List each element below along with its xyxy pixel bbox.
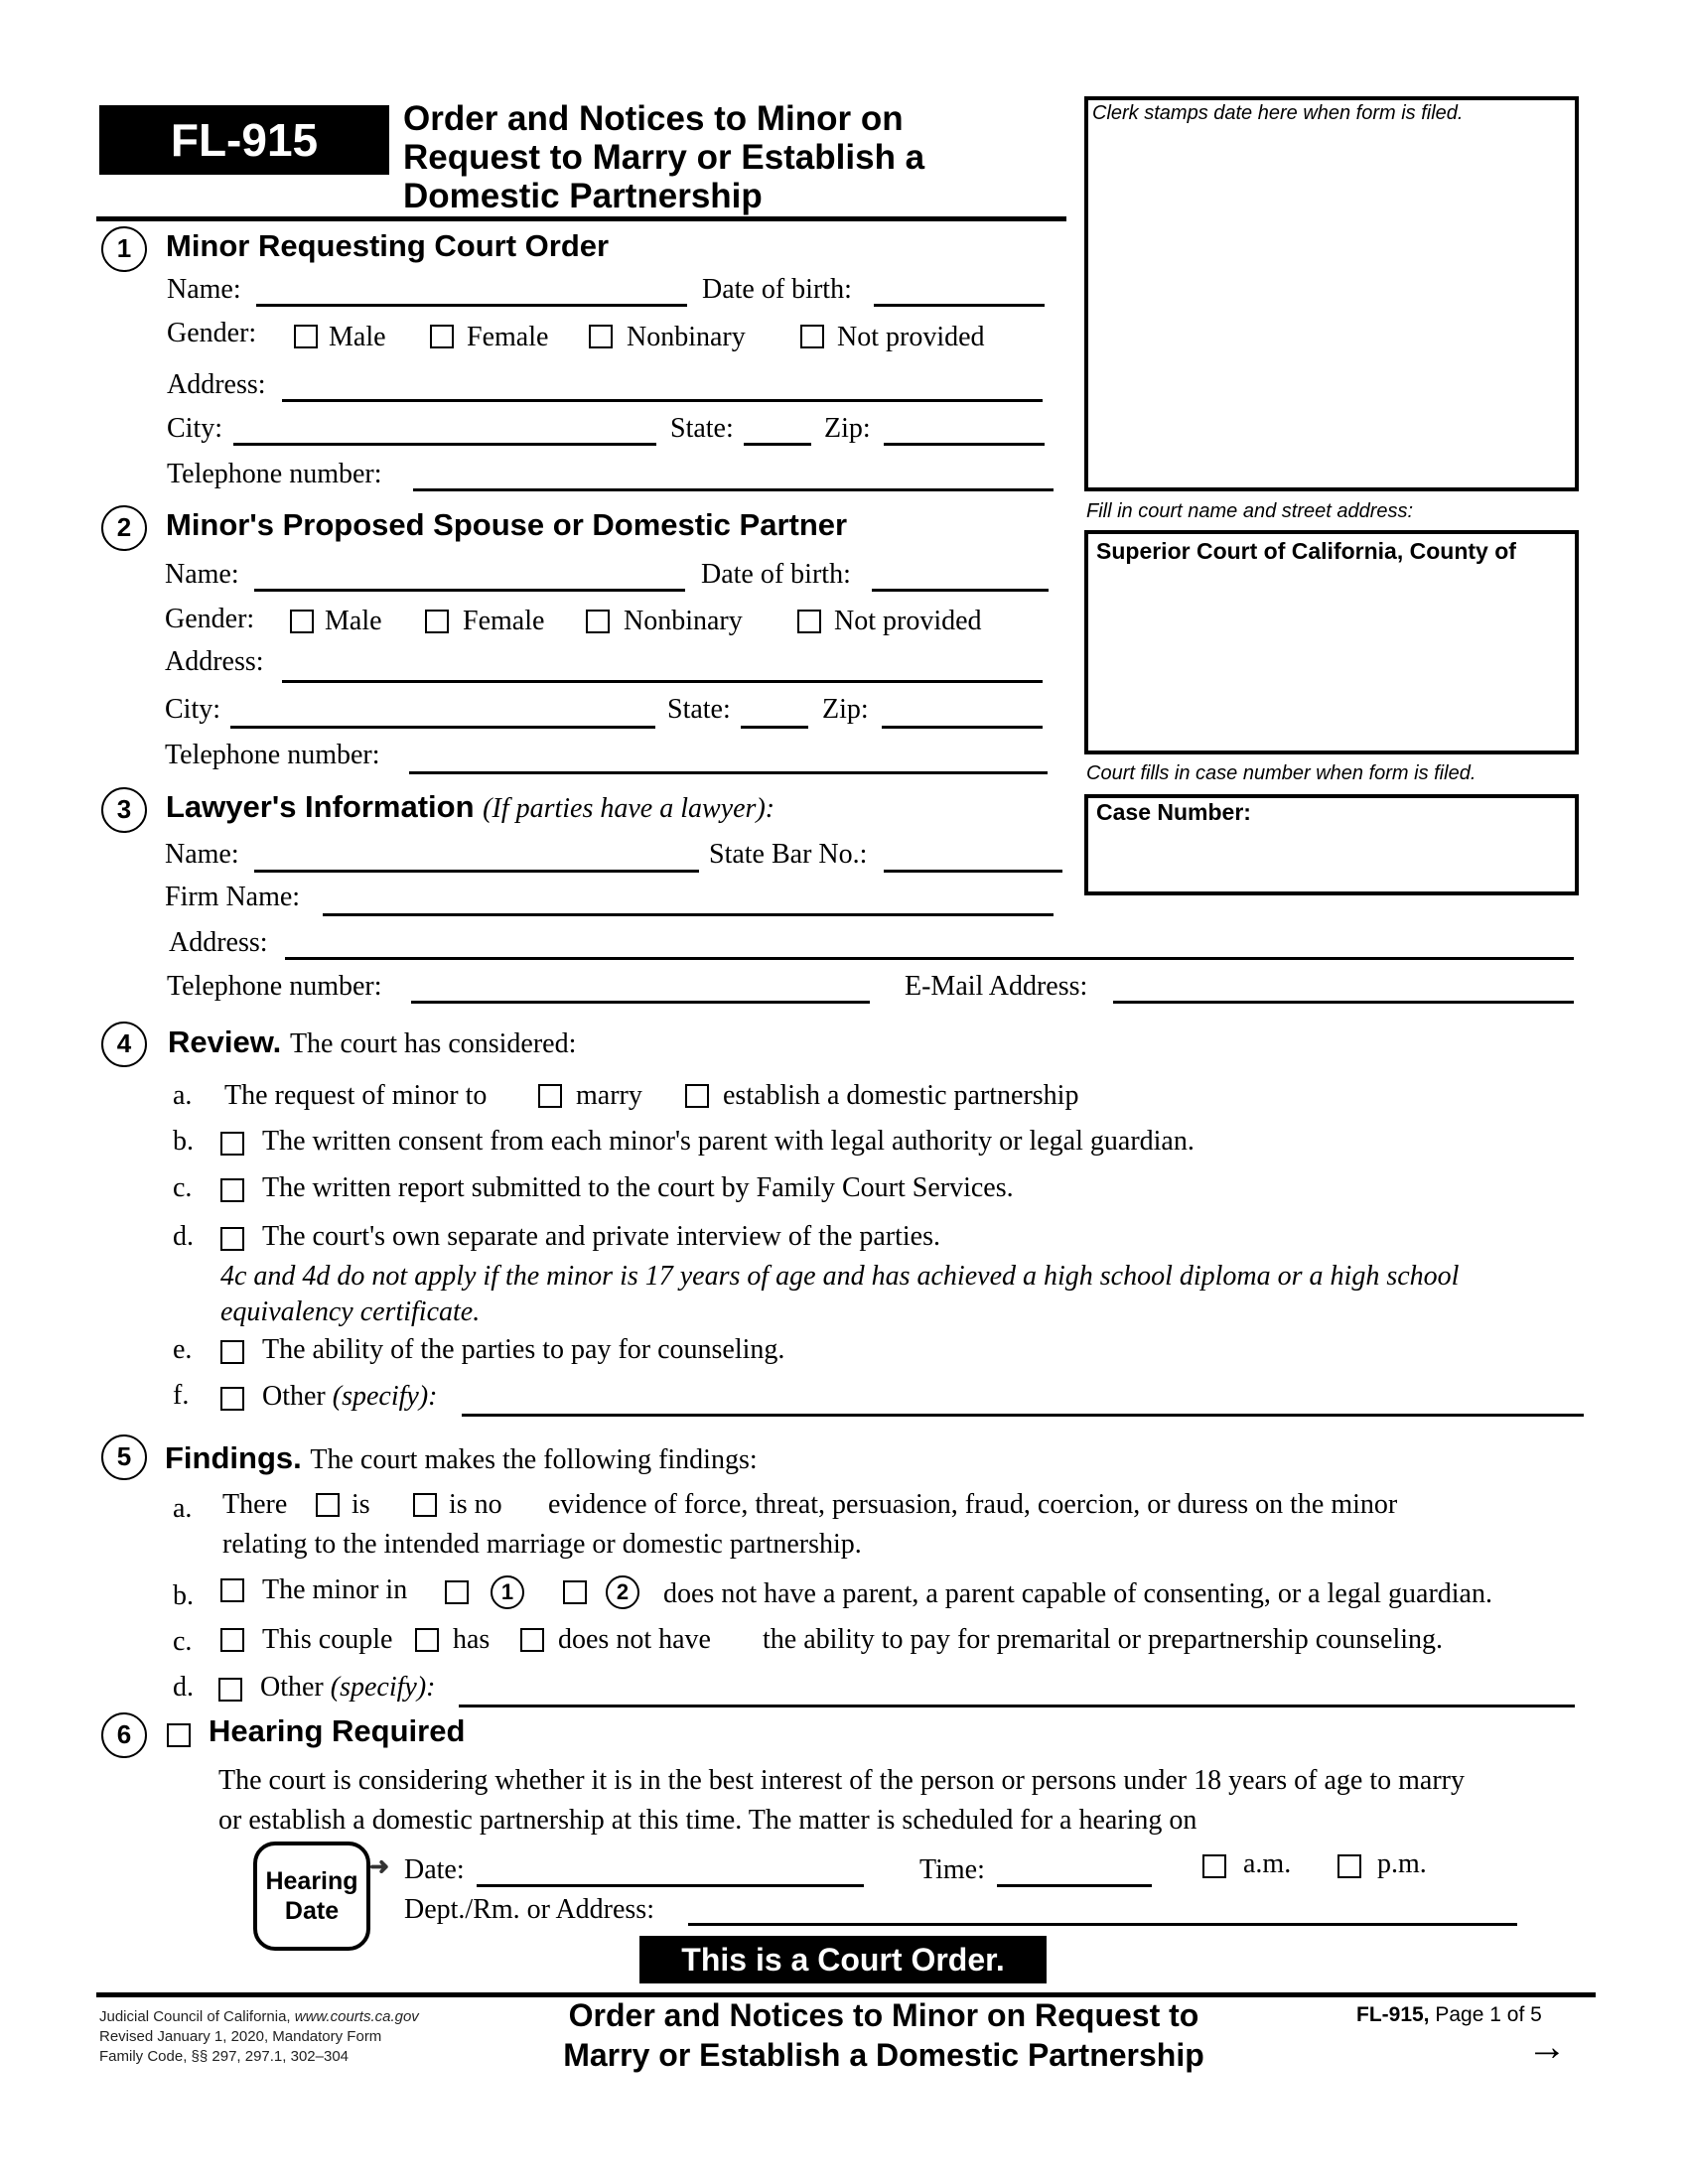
s1-gender-not-provided-label: Not provided (837, 322, 985, 352)
section-1-title: Minor Requesting Court Order (166, 228, 610, 263)
footer-line2: Revised January 1, 2020, Mandatory Form (99, 2028, 382, 2045)
s4f-label (262, 1381, 437, 1413)
clerk-stamp-box (1084, 96, 1579, 491)
s4b-checkbox[interactable] (220, 1132, 244, 1156)
s6-body-line1: The court is considering whether it is in the best interest of the person or persons under 18 years of age to marry (218, 1765, 1465, 1796)
s5b-text2: does not have a parent, a parent capable of consenting, or a legal guardian. (663, 1578, 1492, 1609)
s2-zip-label: Zip: (822, 694, 869, 725)
s4d-text: The court's own separate and private interview of the parties. (262, 1221, 941, 1252)
s5b-party2-checkbox[interactable] (563, 1580, 587, 1604)
s4f-other: Other (262, 1381, 326, 1412)
s5a-is-label: is (352, 1489, 370, 1520)
s5a-is-no-label: is no (449, 1489, 502, 1520)
footer-title-line2: Marry or Establish a Domestic Partnership (563, 2037, 1204, 2073)
s3-firm-label: Firm Name: (165, 882, 301, 912)
s5b-party1-checkbox[interactable] (445, 1580, 469, 1604)
s6-dept-label: Dept./Rm. or Address: (404, 1894, 654, 1925)
s2-phone-field[interactable] (409, 771, 1048, 774)
s2-gender-female-checkbox[interactable] (425, 610, 449, 633)
s4e-letter: e. (173, 1334, 193, 1365)
s4f-letter: f. (173, 1380, 190, 1411)
form-title-line: Request to Marry or Establish a (403, 138, 925, 177)
s2-zip-field[interactable] (882, 726, 1043, 729)
s1-gender-not-provided-checkbox[interactable] (800, 325, 824, 348)
s2-gender-female-label: Female (463, 606, 545, 636)
s5d-label (260, 1672, 435, 1704)
footer-line3: Family Code, §§ 297, 297.1, 302–304 (99, 2048, 350, 2065)
s5b-checkbox[interactable] (220, 1578, 244, 1602)
s4c-letter: c. (173, 1172, 193, 1203)
form-title-line: Domestic Partnership (403, 177, 763, 215)
s6-dept-field[interactable] (688, 1923, 1517, 1926)
s2-city-field[interactable] (230, 726, 655, 729)
s1-dob-field[interactable] (874, 304, 1045, 307)
section-6-number: 6 (101, 1712, 147, 1758)
s2-address-field[interactable] (282, 680, 1043, 683)
s3-email-field[interactable] (1113, 1001, 1574, 1004)
s5c-has-checkbox[interactable] (415, 1628, 439, 1652)
footer-website-link[interactable]: www.courts.ca.gov (294, 2008, 419, 2025)
s1-name-field[interactable] (256, 304, 687, 307)
s1-gender-male-checkbox[interactable] (294, 325, 318, 348)
footer-publisher (99, 2007, 419, 2067)
s2-address-label: Address: (165, 646, 264, 677)
court-name-box[interactable] (1084, 530, 1579, 754)
s5c-letter: c. (173, 1626, 193, 1657)
s5a-is-checkbox[interactable] (316, 1493, 340, 1517)
s5d-other-field[interactable] (459, 1705, 1575, 1707)
section-4-intro: The court has considered: (289, 1028, 577, 1059)
section-5-title (165, 1440, 758, 1476)
section-5-number: 5 (101, 1434, 147, 1480)
s4a-domestic-partnership-label: establish a domestic partnership (723, 1080, 1079, 1111)
footer-form-title (516, 1995, 1251, 2075)
s4e-text: The ability of the parties to pay for counseling. (262, 1334, 785, 1365)
next-page-arrow-icon[interactable]: → (1527, 2025, 1567, 2069)
s2-name-field[interactable] (254, 589, 685, 592)
case-number-hint: Court fills in case number when form is filed. (1086, 762, 1477, 784)
hearing-callout-line2: Date (284, 1897, 340, 1925)
s4-note-line2: equivalency certificate. (220, 1297, 481, 1327)
s5c-does-not-have-label: does not have (558, 1624, 711, 1655)
s1-city-label: City: (167, 413, 223, 444)
s6-time-label: Time: (919, 1854, 985, 1885)
s4f-specify: (specify): (332, 1381, 438, 1412)
s5c-checkbox[interactable] (220, 1628, 244, 1652)
footer-page-info (1356, 2003, 1542, 2027)
s2-state-label: State: (667, 694, 731, 725)
s4a-letter: a. (173, 1080, 193, 1111)
s5d-other: Other (260, 1672, 324, 1703)
s2-city-label: City: (165, 694, 221, 725)
s3-phone-field[interactable] (411, 1001, 870, 1004)
section-4-title (168, 1024, 576, 1060)
s1-name-label: Name: (167, 274, 241, 305)
s5b-party2-ref: 2 (606, 1575, 639, 1609)
section-2-number: 2 (101, 505, 147, 551)
s1-phone-label: Telephone number: (167, 459, 382, 489)
section-3-title-text: Lawyer's Information (166, 789, 475, 824)
court-name-text: Superior Court of California, County of (1096, 538, 1516, 564)
section-3-title (166, 789, 774, 825)
hearing-date-callout (253, 1842, 370, 1951)
s6-am-checkbox[interactable] (1202, 1854, 1226, 1878)
arrow-right-icon: ➜ (369, 1853, 390, 1880)
hearing-callout-line1: Hearing (265, 1867, 358, 1895)
s2-gender-male-checkbox[interactable] (290, 610, 314, 633)
section-1-number: 1 (101, 226, 147, 272)
footer-title-line1: Order and Notices to Minor on Request to (568, 1997, 1199, 2033)
s6-hearing-required-checkbox[interactable] (167, 1723, 191, 1747)
footer-council: Judicial Council of California, (99, 2008, 295, 2025)
s3-bar-field[interactable] (884, 870, 1062, 873)
section-4-title-text: Review. (168, 1024, 282, 1059)
s4d-letter: d. (173, 1221, 194, 1252)
s2-name-label: Name: (165, 559, 239, 590)
s1-zip-label: Zip: (824, 413, 871, 444)
court-name-hint: Fill in court name and street address: (1086, 500, 1414, 522)
section-4-number: 4 (101, 1022, 147, 1067)
s4a-marry-checkbox[interactable] (538, 1084, 562, 1108)
s3-name-label: Name: (165, 839, 239, 870)
s5b-party1-ref: 1 (491, 1575, 524, 1609)
s3-email-label: E-Mail Address: (905, 971, 1088, 1002)
s1-address-label: Address: (167, 369, 266, 400)
s4a-text: The request of minor to (224, 1080, 488, 1111)
s4d-checkbox[interactable] (220, 1227, 244, 1251)
s1-gender-nonbinary-label: Nonbinary (627, 322, 746, 352)
s2-dob-field[interactable] (872, 589, 1049, 592)
footer-page-number: Page 1 of 5 (1435, 2003, 1542, 2026)
s2-phone-label: Telephone number: (165, 740, 380, 770)
s3-phone-label: Telephone number: (167, 971, 382, 1002)
s5c-has-label: has (453, 1624, 491, 1655)
footer-line1 (99, 2007, 419, 2027)
s3-name-field[interactable] (254, 870, 699, 873)
footer-form-id: FL-915, (1356, 2003, 1430, 2026)
s5a-letter: a. (173, 1493, 193, 1524)
section-5-title-text: Findings. (165, 1440, 302, 1475)
s1-zip-field[interactable] (884, 443, 1045, 446)
s4a-domestic-partnership-checkbox[interactable] (685, 1084, 709, 1108)
s2-gender-label: Gender: (165, 604, 255, 634)
s4a-marry-label: marry (576, 1080, 642, 1111)
s3-address-label: Address: (169, 927, 268, 958)
s1-gender-female-checkbox[interactable] (430, 325, 454, 348)
s1-gender-female-label: Female (467, 322, 549, 352)
header-rule (96, 216, 1066, 221)
s5d-checkbox[interactable] (218, 1678, 242, 1702)
s5c-text2: the ability to pay for premarital or prepartnership counseling. (763, 1624, 1444, 1655)
s1-phone-field[interactable] (413, 488, 1054, 491)
s4-note-line1: 4c and 4d do not apply if the minor is 17 years of age and has achieved a high school diploma or a high school (220, 1261, 1460, 1292)
section-2-title: Minor's Proposed Spouse or Domestic Partner (166, 507, 848, 542)
s1-city-field[interactable] (233, 443, 656, 446)
s4c-checkbox[interactable] (220, 1178, 244, 1202)
court-order-banner: This is a Court Order. (639, 1936, 1047, 1983)
s5a-text2: relating to the intended marriage or domestic partnership. (222, 1529, 862, 1560)
s1-dob-label: Date of birth: (702, 274, 852, 305)
s6-am-label: a.m. (1243, 1848, 1292, 1879)
s1-gender-label: Gender: (167, 318, 257, 348)
s5a-there: There (222, 1489, 288, 1520)
s1-gender-male-label: Male (329, 322, 386, 352)
s4f-checkbox[interactable] (220, 1387, 244, 1411)
s6-pm-label: p.m. (1377, 1848, 1427, 1879)
s2-gender-nonbinary-label: Nonbinary (624, 606, 743, 636)
section-5-intro: The court makes the following findings: (310, 1444, 758, 1475)
s5d-specify: (specify): (330, 1672, 436, 1703)
s4b-letter: b. (173, 1126, 194, 1157)
s5b-text: The minor in (262, 1574, 408, 1605)
form-id-badge: FL-915 (99, 105, 389, 175)
s5b-letter: b. (173, 1580, 194, 1611)
s5a-text: evidence of force, threat, persuasion, fraud, coercion, or duress on the minor (548, 1489, 1398, 1520)
s4b-text: The written consent from each minor's parent with legal authority or legal guardian. (262, 1126, 1195, 1157)
s6-pm-checkbox[interactable] (1337, 1854, 1361, 1878)
section-3-number: 3 (101, 787, 147, 833)
section-3-subtitle: (If parties have a lawyer): (483, 793, 775, 824)
s5d-letter: d. (173, 1672, 194, 1703)
s6-date-label: Date: (404, 1854, 465, 1885)
clerk-stamp-label: Clerk stamps date here when form is filed. (1092, 102, 1464, 124)
s6-body-line2: or establish a domestic partnership at this time. The matter is scheduled for a hearing on (218, 1805, 1197, 1836)
section-6-title: Hearing Required (209, 1713, 466, 1748)
form-title (403, 99, 1039, 215)
s2-gender-not-provided-label: Not provided (834, 606, 982, 636)
s3-firm-field[interactable] (323, 913, 1054, 916)
s5c-does-not-have-checkbox[interactable] (520, 1628, 544, 1652)
s2-gender-nonbinary-checkbox[interactable] (586, 610, 610, 633)
s4f-other-field[interactable] (462, 1414, 1584, 1417)
case-number-box[interactable] (1084, 794, 1579, 895)
s3-bar-label: State Bar No.: (709, 839, 868, 870)
s1-address-field[interactable] (282, 399, 1043, 402)
s1-state-field[interactable] (744, 443, 811, 446)
s1-gender-nonbinary-checkbox[interactable] (589, 325, 613, 348)
s5a-is-no-checkbox[interactable] (413, 1493, 437, 1517)
s2-gender-male-label: Male (325, 606, 382, 636)
s1-state-label: State: (670, 413, 734, 444)
s6-date-field[interactable] (477, 1884, 864, 1887)
s4e-checkbox[interactable] (220, 1340, 244, 1364)
s2-gender-not-provided-checkbox[interactable] (797, 610, 821, 633)
s2-dob-label: Date of birth: (701, 559, 851, 590)
form-title-line: Order and Notices to Minor on (403, 99, 904, 138)
s4c-text: The written report submitted to the court by Family Court Services. (262, 1172, 1014, 1203)
s2-state-field[interactable] (741, 726, 808, 729)
case-number-label: Case Number: (1096, 799, 1251, 825)
s6-time-field[interactable] (997, 1884, 1152, 1887)
s3-address-field[interactable] (285, 957, 1574, 960)
s5c-text: This couple (262, 1624, 393, 1655)
